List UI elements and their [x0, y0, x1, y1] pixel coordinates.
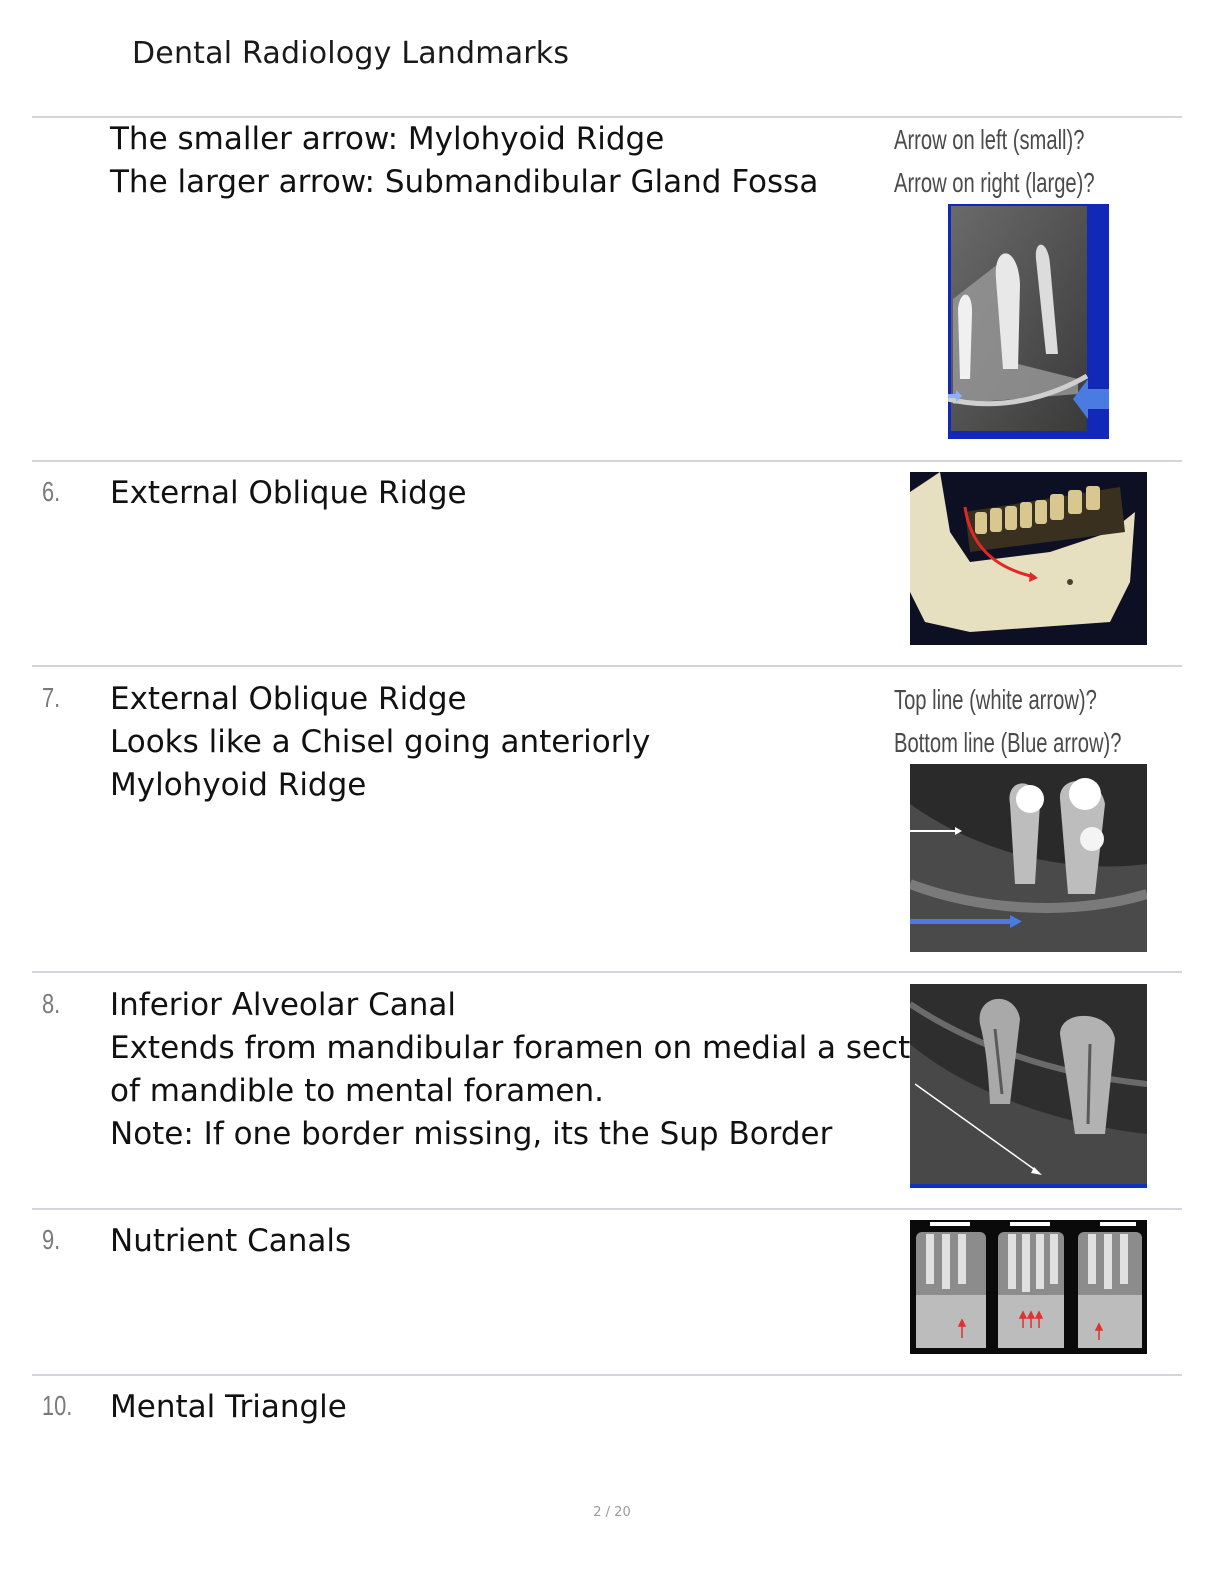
divider: [32, 1374, 1182, 1376]
question-line: Arrow on right (large)?: [894, 167, 1095, 198]
section-number: 10.: [42, 1390, 73, 1421]
section-text: [110, 118, 818, 204]
section-number: 6.: [42, 476, 61, 507]
text-line: Mylohyoid Ridge: [110, 767, 367, 803]
section-text: [110, 472, 467, 515]
question-line: Arrow on left (small)?: [894, 124, 1085, 155]
page-title: Dental Radiology Landmarks: [132, 36, 570, 71]
text-line: The larger arrow: Submandibular Gland Fossa: [110, 164, 819, 200]
section-text: [110, 1220, 351, 1263]
section-number: 8.: [42, 988, 61, 1019]
text-line: External Oblique Ridge: [110, 681, 467, 717]
question-line: Top line (white arrow)?: [894, 684, 1097, 715]
section-text: [110, 678, 650, 807]
text-line: The smaller arrow: Mylohyoid Ridge: [110, 121, 665, 157]
text-line: Nutrient Canals: [110, 1223, 352, 1259]
section-number: 7.: [42, 682, 61, 713]
text-line: of mandible to mental foramen.: [110, 1073, 604, 1109]
text-line: Extends from mandibular foramen on medial a sect: [110, 1030, 911, 1066]
radiograph-nutrient-canals: [910, 1220, 1147, 1354]
text-line: Inferior Alveolar Canal: [110, 987, 457, 1023]
question-line: Bottom line (Blue arrow)?: [894, 727, 1122, 758]
section-text: [110, 1386, 347, 1429]
radiograph-mylohyoid-fossa: [948, 204, 1109, 439]
page-footer: 2 / 20: [593, 1505, 631, 1520]
radiograph-oblique-ridges: [910, 764, 1147, 952]
text-line: Looks like a Chisel going anteriorly: [110, 724, 651, 760]
section-number: 9.: [42, 1224, 61, 1255]
divider: [32, 460, 1182, 462]
divider: [32, 971, 1182, 973]
radiograph-alveolar-canal: [910, 984, 1147, 1188]
divider: [32, 1208, 1182, 1210]
text-line: External Oblique Ridge: [110, 475, 467, 511]
text-line: Mental Triangle: [110, 1389, 347, 1425]
text-line: Note: If one border missing, its the Sup Border: [110, 1116, 833, 1152]
skull-mandible-photo: [910, 472, 1147, 645]
section-text: [110, 984, 910, 1156]
divider: [32, 665, 1182, 667]
